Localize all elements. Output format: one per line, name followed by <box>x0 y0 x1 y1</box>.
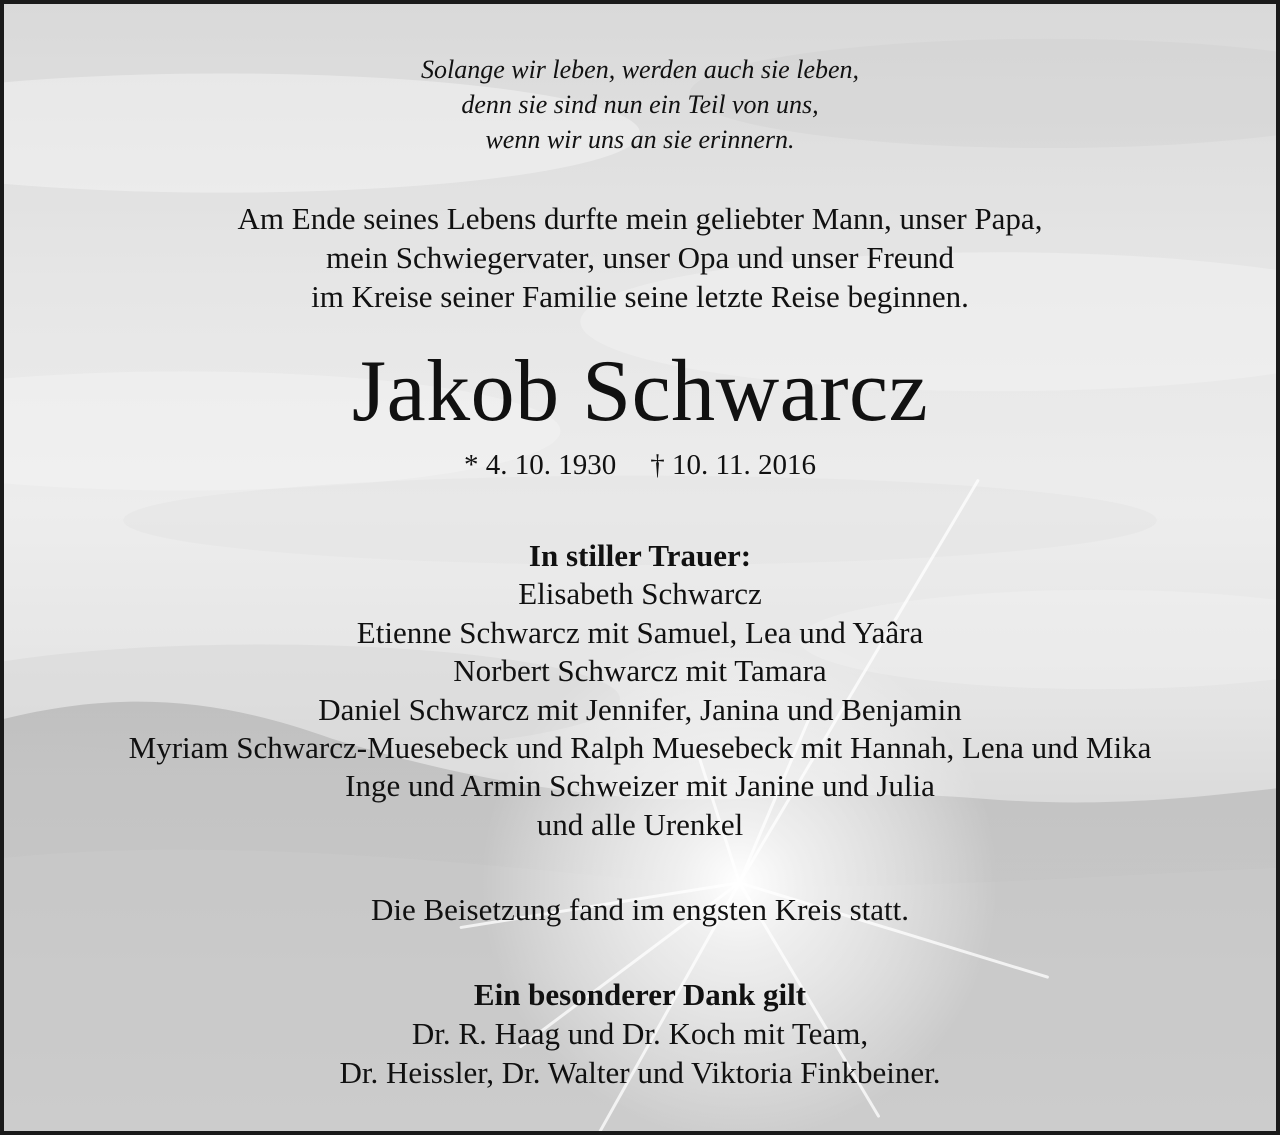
birth-date: * 4. 10. 1930 <box>464 449 617 481</box>
thanks-line: Dr. R. Haag und Dr. Koch mit Team, <box>411 1016 869 1051</box>
mourner-name: und alle Urenkel <box>536 806 744 842</box>
mourner-name: Elisabeth Schwarcz <box>518 576 762 612</box>
life-dates <box>4 445 1276 485</box>
thanks-line: Dr. Heissler, Dr. Walter und Viktoria Finkbeiner. <box>339 1055 941 1090</box>
intro-line: mein Schwiegervater, unser Opa und unser Freund <box>325 240 955 275</box>
burial-note: Die Beisetzung fand im engsten Kreis statt. <box>370 892 910 927</box>
motto-line: Solange wir leben, werden auch sie leben, <box>420 55 860 84</box>
intro-line: im Kreise seiner Familie seine letzte Reise beginnen. <box>311 279 969 314</box>
mourner-name: Etienne Schwarcz mit Samuel, Lea und Yaâra <box>356 614 924 650</box>
motto-verse <box>4 52 1276 157</box>
motto-line: wenn wir uns an sie erinnern. <box>485 125 795 154</box>
motto-line: denn sie sind nun ein Teil von uns, <box>461 90 819 119</box>
mourner-name: Norbert Schwarcz mit Tamara <box>453 653 827 689</box>
death-date: † 10. 11. 2016 <box>650 449 816 481</box>
intro-line: Am Ende seines Lebens durfte mein geliebter Mann, unser Papa, <box>237 201 1043 236</box>
mourners-list <box>4 537 1276 844</box>
intro-paragraph <box>4 199 1276 316</box>
thanks-heading: Ein besonderer Dank gilt <box>473 977 807 1012</box>
thanks-section <box>4 975 1276 1092</box>
mourner-name: Daniel Schwarcz mit Jennifer, Janina und Benjamin <box>318 691 962 727</box>
mourner-name: Inge und Armin Schweizer mit Janine und Julia <box>345 768 935 804</box>
deceased-name: Jakob Schwarcz <box>351 343 929 440</box>
mourner-name: Myriam Schwarcz-Muesebeck und Ralph Muesebeck mit Hannah, Lena und Mika <box>128 730 1152 766</box>
notice-content <box>4 4 1276 1131</box>
mourners-heading: In stiller Trauer: <box>528 538 752 573</box>
